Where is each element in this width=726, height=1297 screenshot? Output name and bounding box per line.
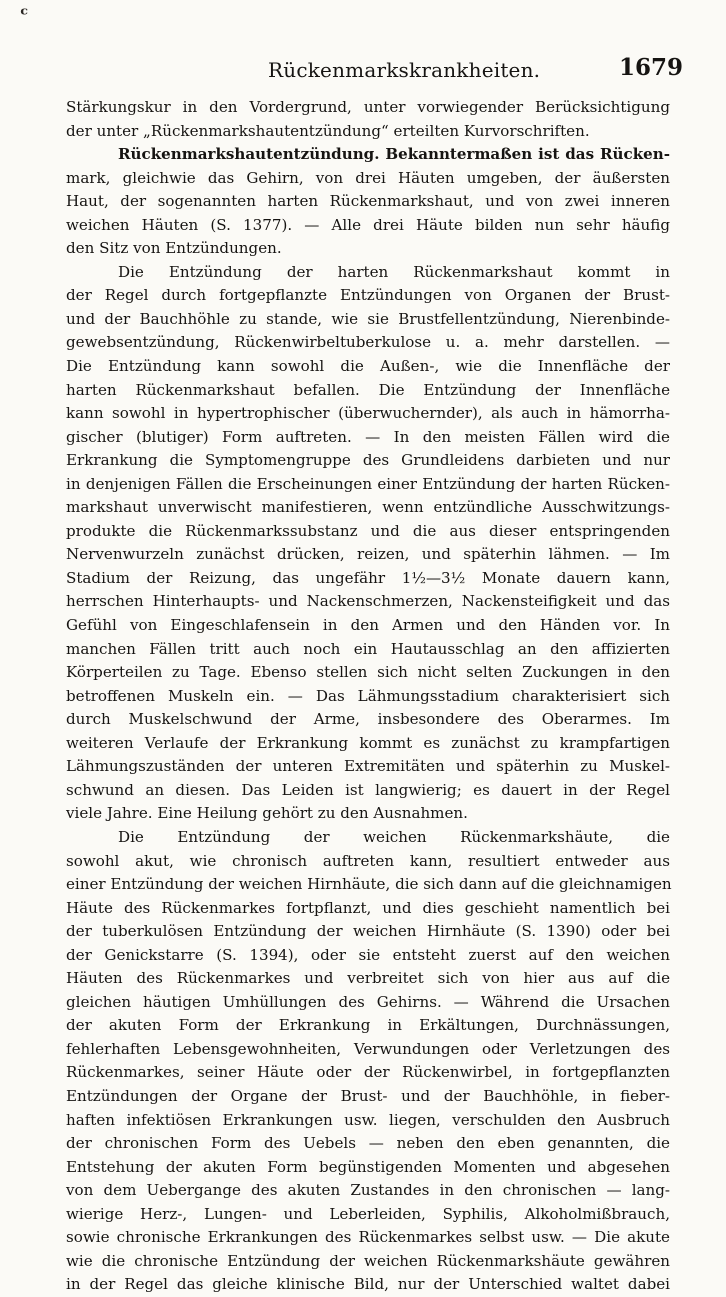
- text-line: Gefühl von Eingeschlafensein in den Armen und den Händen vor. In: [66, 616, 670, 635]
- text-line: der chronischen Form des Uebels — neben den eben genannten, die: [66, 1134, 670, 1153]
- text-line: Nervenwurzeln zunächst drücken, reizen, und späterhin lähmen. — Im: [66, 545, 670, 564]
- text-line: manchen Fällen tritt auch noch ein Hautausschlag an den affizierten: [66, 639, 670, 658]
- text-line: harten Rückenmarkshaut befallen. Die Entzündung der Innenfläche: [66, 380, 670, 399]
- text-line: weiteren Verlaufe der Erkrankung kommt es zunächst zu krampfartigen: [66, 733, 670, 752]
- text-line: Die Entzündung kann sowohl die Außen-, wie die Innenfläche der: [66, 357, 670, 376]
- text-line: Körperteilen zu Tage. Ebenso stellen sich nicht selten Zuckungen in den: [66, 663, 670, 682]
- text-line: kann sowohl in hypertrophischer (überwuchernder), als auch in hämorrha-: [66, 404, 670, 423]
- text-line: Entstehung der akuten Form begünstigenden Momenten und abgesehen: [66, 1157, 670, 1176]
- text-line: in der Regel das gleiche klinische Bild, nur der Unterschied waltet dabei: [66, 1275, 670, 1294]
- text-line: Die Entzündung der weichen Rückenmarkshäute, die: [118, 827, 670, 846]
- text-line: den Sitz von Entzündungen.: [66, 239, 282, 258]
- text-line: und der Bauchhöhle zu stande, wie sie Brustfellentzündung, Nierenbinde-: [66, 309, 670, 328]
- page-number: 1679: [619, 54, 684, 81]
- text-line: Haut, der sogenannten harten Rückenmarkshaut, und von zwei inneren: [66, 192, 670, 211]
- text-line: durch Muskelschwund der Arme, insbesondere des Oberarmes. Im: [66, 710, 670, 729]
- text-line: wierige Herz-, Lungen- und Leberleiden, Syphilis, Alkoholmißbrauch,: [66, 1204, 670, 1223]
- text-line: betroffenen Muskeln ein. — Das Lähmungsstadium charakterisiert sich: [66, 686, 670, 705]
- text-line: in denjenigen Fällen die Erscheinungen einer Entzündung der harten Rücken-: [66, 474, 670, 493]
- text-line: gleichen häutigen Umhüllungen des Gehirns. — Während die Ursachen: [66, 992, 670, 1011]
- text-line: Rückenmarkes, seiner Häute oder der Rückenwirbel, in fortgepflanzten: [66, 1063, 670, 1082]
- running-head: Rückenmarkskrankheiten.: [268, 58, 541, 82]
- text-line: der tuberkulösen Entzündung der weichen Hirnhäute (S. 1390) oder bei: [66, 922, 670, 941]
- text-line: gischer (blutiger) Form auftreten. — In den meisten Fällen wird die: [66, 427, 670, 446]
- text-line: von dem Uebergange des akuten Zustandes in den chronischen — lang-: [66, 1181, 670, 1200]
- text-line: schwund an diesen. Das Leiden ist langwierig; es dauert in der Regel: [66, 780, 670, 799]
- text-line: Lähmungszuständen der unteren Extremitäten und späterhin zu Muskel-: [66, 757, 670, 776]
- text-line: markshaut unverwischt manifestieren, wenn entzündliche Ausschwitzungs-: [66, 498, 670, 517]
- text-line: haften infektiösen Erkrankungen usw. liegen, verschulden den Ausbruch: [66, 1110, 670, 1129]
- text-line: gewebsentzündung, Rückenwirbeltuberkulose u. a. mehr darstellen. —: [66, 333, 670, 352]
- text-line: der Genickstarre (S. 1394), oder sie entsteht zuerst auf den weichen: [66, 945, 670, 964]
- text-line: der Regel durch fortgepflanzte Entzündungen von Organen der Brust-: [66, 286, 670, 305]
- text-line: herrschen Hinterhaupts- und Nackenschmerzen, Nackensteifigkeit und das: [66, 592, 670, 611]
- text-line: wie die chronische Entzündung der weichen Rückenmarkshäute gewähren: [66, 1251, 670, 1270]
- text-line: Entzündungen der Organe der Brust- und der Bauchhöhle, in fieber-: [66, 1086, 670, 1105]
- text-line: einer Entzündung der weichen Hirnhäute, die sich dann auf die gleichnamigen: [66, 875, 672, 894]
- text-line: Häuten des Rückenmarkes und verbreitet sich von hier aus auf die: [66, 969, 670, 988]
- text-line: fehlerhaften Lebensgewohnheiten, Verwundungen oder Verletzungen des: [66, 1039, 670, 1058]
- text-line: sowie chronische Erkrankungen des Rückenmarkes selbst usw. — Die akute: [66, 1228, 670, 1247]
- text-line: Die Entzündung der harten Rückenmarkshaut kommt in: [118, 262, 670, 281]
- text-line: weichen Häuten (S. 1377). — Alle drei Häute bilden nun sehr häufig: [66, 215, 670, 234]
- text-line: sowohl akut, wie chronisch auftreten kann, resultiert entweder aus: [66, 851, 670, 870]
- text-line: produkte die Rückenmarkssubstanz und die aus dieser entspringenden: [66, 521, 670, 540]
- text-line: viele Jahre. Eine Heilung gehört zu den Ausnahmen.: [66, 804, 468, 823]
- text-line: Häute des Rückenmarkes fortpflanzt, und dies geschieht namentlich bei: [66, 898, 670, 917]
- text-line: Rückenmarkshautentzündung. Bekanntermaßen ist das Rücken-: [118, 145, 670, 164]
- body-text: [66, 96, 670, 1297]
- text-line: Erkrankung die Symptomengruppe des Grundleidens darbieten und nur: [66, 451, 670, 470]
- text-line: der akuten Form der Erkrankung in Erkältungen, Durchnässungen,: [66, 1016, 670, 1035]
- text-line: Stärkungskur in den Vordergrund, unter vorwiegender Berücksichtigung: [66, 98, 670, 116]
- text-line: mark, gleichwie das Gehirn, von drei Häuten umgeben, der äußersten: [66, 168, 670, 187]
- page-header: [0, 50, 726, 86]
- text-line: der unter „Rückenmarkshautentzündung“ erteilten Kurvorschriften.: [66, 121, 590, 140]
- text-line: Stadium der Reizung, das ungefähr 1½—3½ Monate dauern kann,: [66, 568, 670, 587]
- corner-mark: ᶜ: [20, 2, 29, 26]
